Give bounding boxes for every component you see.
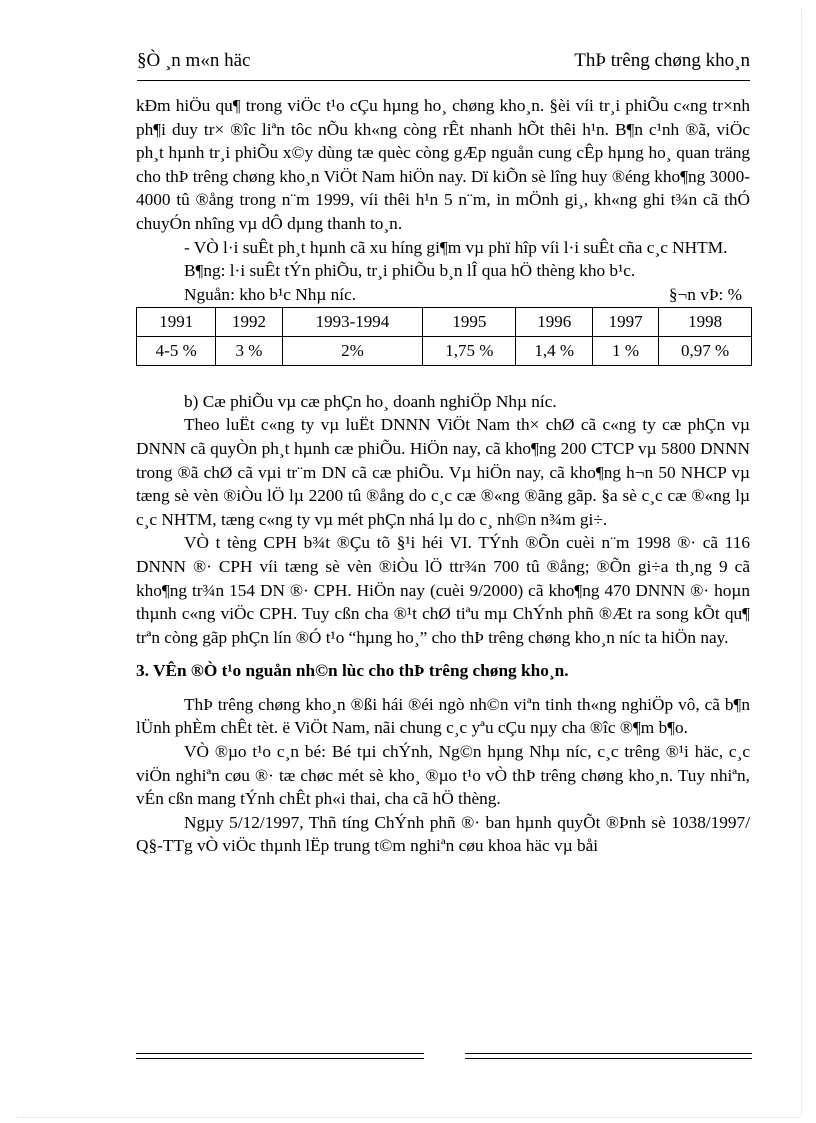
table-cell-year: 1997 [593, 307, 659, 336]
paragraph: VÒ t tèng CPH b¾t ®Çu tõ §¹i héi VI. TÝnh ®Õn cuèi n¨m 1998 ®· cã 116 DNNN ®· CPH víi tæng sè vèn ®iÒu lÖ ttr¾n 700 tû ®ång; ®Õn gi÷a th¸ng 9 cã kho¶ng tr¾n 154 DN ®· CPH. HiÖn nay (cuèi 9/2000) cã kho¶ng 470 DNNN ®· hoµn thµnh c«ng viÖc CPH. Tuy cßn cha ®¹t chØ tiªu mµ ChÝnh phñ ®Æt ra song kÕt qu¶ trªn còng gãp phÇn lín ®Ó t¹o “hµng ho¸” cho thÞ trêng chøng kho¸n níc ta hiÖn nay. [136, 533, 750, 647]
header-right-title: ThÞ trêng chøng kho¸n [574, 50, 750, 71]
table-cell-year: 1998 [659, 307, 752, 336]
table-cell-rate: 4-5 % [137, 336, 216, 365]
table-cell-year: 1991 [137, 307, 216, 336]
paragraph: VÒ ®µo t¹o c¸n bé: Bé tµi chÝnh, Ng©n hµng Nhµ níc, c¸c trêng ®¹i häc, c¸c viÖn nghiªn cøu ®· tæ chøc mét sè kho¸ ®µo t¹o vÒ thÞ trêng chøng kho¸n. Tuy nhiªn, vÉn cßn mang tÝnh chÊt ph«i thai, cha cã hÖ thèng. [136, 742, 750, 809]
table-cell-rate: 1 % [593, 336, 659, 365]
table-title: B¶ng: l·i suÊt tÝn phiÕu, tr¸i phiÕu b¸n lÎ qua hÖ thèng kho b¹c. [184, 261, 636, 281]
running-header [137, 50, 750, 81]
paragraph: ThÞ trêng chøng kho¸n ®ßi hái ®éi ngò nh©n viªn tinh th«ng nghiÖp vô, cã b¶n lÜnh phÈm chÊt tèt. ë ViÖt Nam, nãi chung c¸c yªu cÇu nµy cha ®îc ®¶m b¶o. [136, 694, 750, 738]
table-cell-rate: 1,75 % [423, 336, 516, 365]
subsection-title: b) Cæ phiÕu vµ cæ phÇn ho¸ doanh nghiÖp Nhµ níc. [184, 391, 557, 411]
paragraph: - VÒ l·i suÊt ph¸t hµnh cã xu híng gi¶m vµ phï hîp víi l·i suÊt cña c¸c NHTM. [184, 237, 728, 257]
table-cell-year: 1995 [423, 307, 516, 336]
section-heading: 3. VÊn ®Ò t¹o nguån nh©n lùc cho thÞ trêng chøng kho¸n. [136, 661, 569, 681]
table-cell-rate: 3 % [216, 336, 282, 365]
page-edge-right [801, 8, 802, 1116]
body-text [136, 94, 750, 858]
page-edge-bottom [16, 1117, 800, 1118]
footer-rule-left [136, 1053, 424, 1059]
interest-rate-table [136, 307, 752, 366]
table-caption [136, 283, 750, 307]
header-left-title: §Ò ¸n m«n häc [137, 50, 251, 71]
paragraph: Theo luËt c«ng ty vµ luËt DNNN ViÖt Nam th× chØ cã c«ng ty cæ phÇn vµ DNNN cã quyÒn ph¸t hµnh cæ phiÕu. HiÖn nay, cã kho¶ng 200 CTCP vµ 5800 DNNN trong ®ã chØ cã vµi tr¨m DN cã cæ phiÕu. Vµ hiÖn nay, cã kho¶ng h¬n 50 NHCP vµ tæng sè vèn ®iÒu lÖ lµ 2200 tû ®ång do c¸c cæ ®«ng ®ãng gãp. §a sè c¸c cæ ®«ng lµ c¸c NHTM, tæng c«ng ty vµ mét phÇn nhá lµ do c¸ nh©n n¾m gi÷. [136, 415, 750, 529]
table-header-row [137, 307, 752, 336]
table-row [137, 336, 752, 365]
table-cell-rate: 2% [282, 336, 423, 365]
table-cell-year: 1993-1994 [282, 307, 423, 336]
table-cell-rate: 1,4 % [516, 336, 593, 365]
table-cell-year: 1996 [516, 307, 593, 336]
table-source: Nguån: kho b¹c Nhµ níc. [184, 284, 357, 304]
footer-rule-right [465, 1053, 752, 1059]
table-unit: §¬n vÞ: % [668, 284, 742, 304]
paragraph: Ngµy 5/12/1997, Thñ tíng ChÝnh phñ ®· ban hµnh quyÕt ®Þnh sè 1038/1997/ Q§-TTg vÒ viÖc thµnh lËp trung t©m nghiªn cøu khoa häc vµ båi [136, 812, 750, 856]
table-cell-year: 1992 [216, 307, 282, 336]
paragraph: kÐm hiÖu qu¶ trong viÖc t¹o cÇu hµng ho¸ chøng kho¸n. §èi víi tr¸i phiÕu c«ng tr×nh ph¶i duy tr× ®îc liªn tôc nÕu kh«ng còng rÊt nhanh hÕt thêi h¹n. B¶n c¹nh ®ã, viÖc ph¸t hµnh tr¸i phiÕu x©y dùng tæ quèc còng gÆp nguån cung cÊp hµng ho¸ quan träng cho thÞ trêng chøng kho¸n ViÖt Nam hiÖn nay. Dï kiÕn sè lîng huy ®éng kho¶ng 3000-4000 tû ®ång trong n¨m 1999, víi thêi h¹n 5 n¨m, in mÖnh gi¸, kh«ng ghi t¾n cã thÓ chuyÓn nhîng vµ dÔ dµng thanh to¸n. [136, 96, 750, 233]
table-cell-rate: 0,97 % [659, 336, 752, 365]
